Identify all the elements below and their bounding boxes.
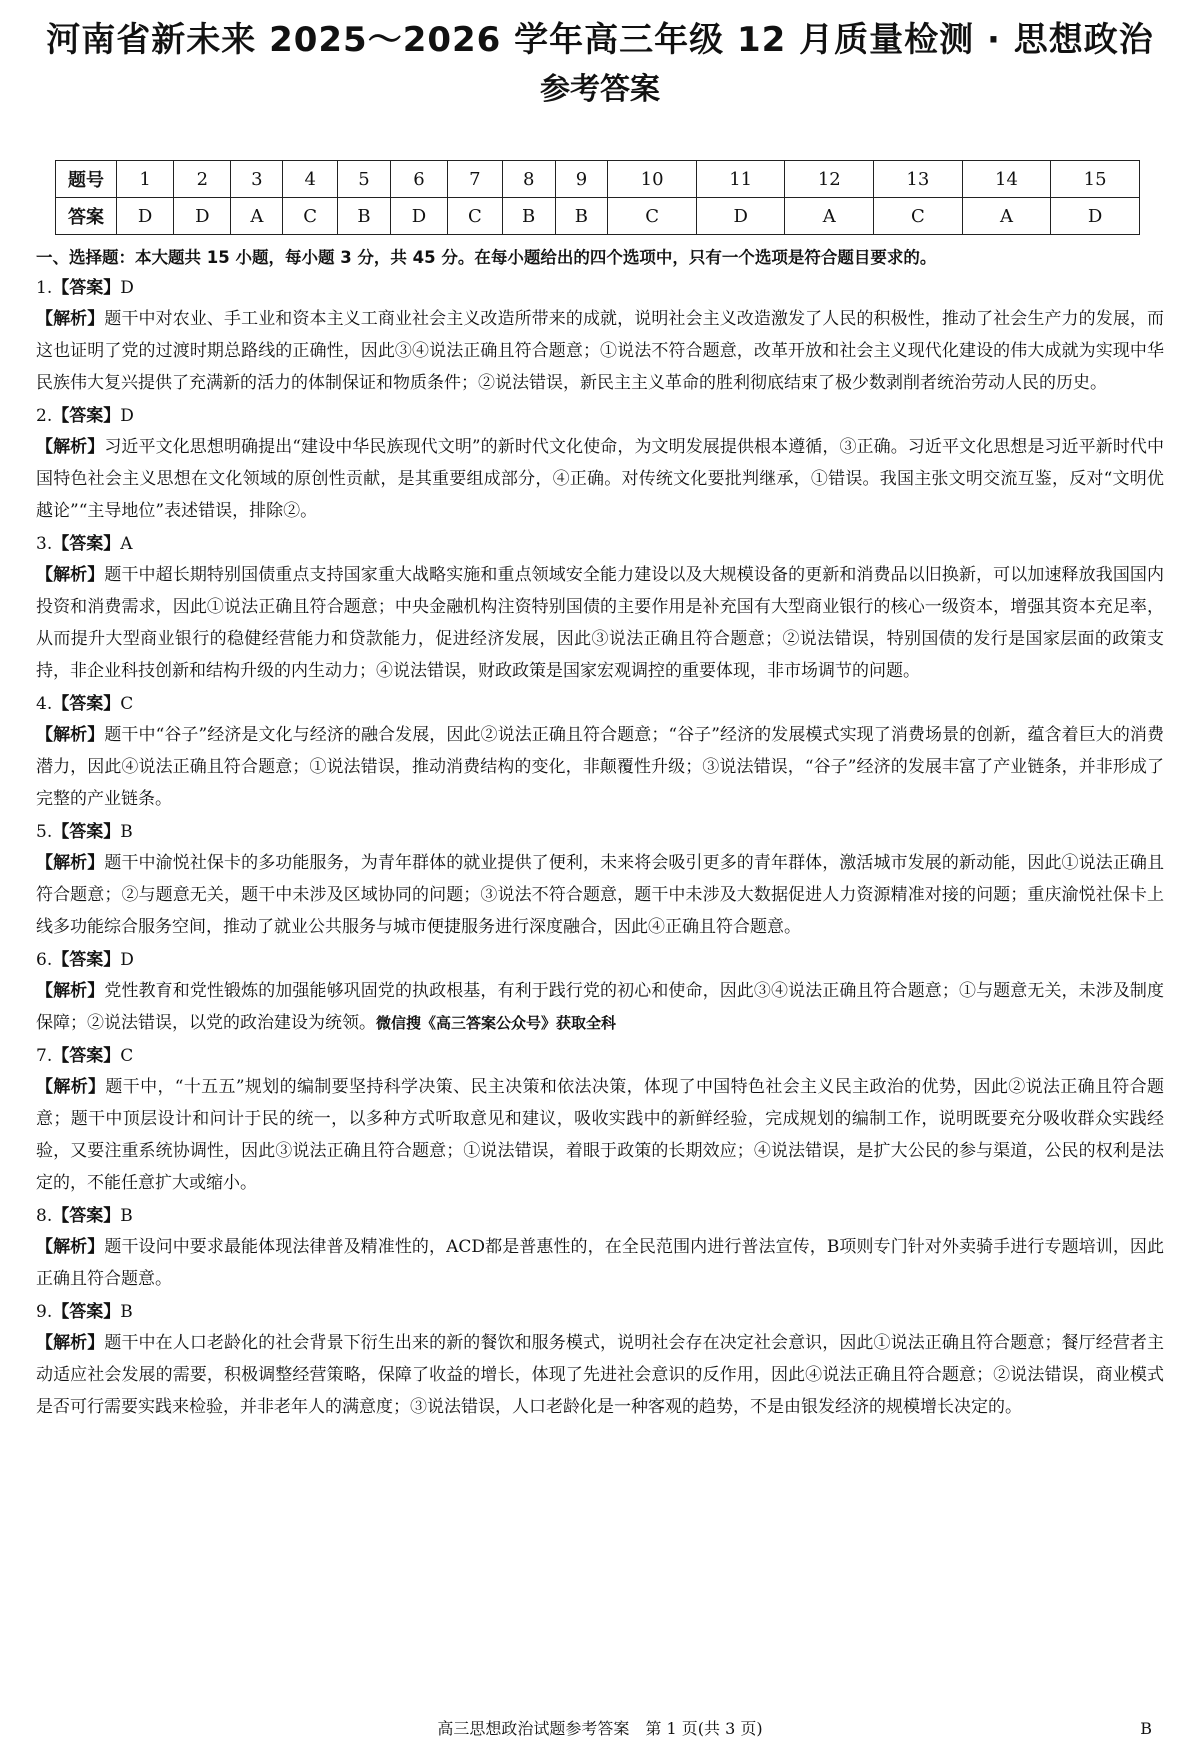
answer-value: A bbox=[120, 534, 133, 554]
question-number: 7. bbox=[36, 1046, 53, 1066]
explanation-text: 题干中对农业、手工业和资本主义工商业社会主义改造所带来的成就，说明社会主义改造激发了人民的积极性，推动了社会生产力的发展，而这也证明了党的过渡时期总路线的正确性，因此③④说法正确且符合题意；①说法不符合题意，改革开放和社会主义现代化建设的伟大成就为实现中华民族伟大复兴提供了充满新的活力的体制保证和物质条件；②说法错误，新民主主义革命的胜利彻底结束了极少数剥削者统治劳动人民的历史。 bbox=[36, 309, 1165, 393]
explanation bbox=[36, 847, 1164, 943]
question-number-cell: 4 bbox=[283, 161, 338, 198]
explanation-text: 习近平文化思想明确提出“建设中华民族现代文明”的新时代文化使命，为文明发展提供根本遵循，③正确。习近平文化思想是习近平新时代中国特色社会主义思想在文化领域的原创性贡献，是其重要组成部分，④正确。对传统文化要批判继承，①错误。我国主张文明交流互鉴，反对“文明优越论”“主导地位”表述错误，排除②。 bbox=[36, 437, 1164, 521]
page-title: 河南省新未来 2025～2026 学年高三年级 12 月质量检测 · 思想政治 bbox=[46, 20, 1154, 60]
answer-cell: A bbox=[785, 198, 874, 235]
explanation-tag: 【解析】 bbox=[36, 565, 105, 585]
answer-cell: C bbox=[283, 198, 338, 235]
answer-tag: 【答案】 bbox=[52, 1302, 121, 1322]
explanation-text: 题干设问中要求最能体现法律普及精准性的，ACD都是普惠性的，在全民范围内进行普法宣传，B项则专门针对外卖骑手进行专题培训，因此正确且符合题意。 bbox=[36, 1237, 1165, 1289]
question-number-cell: 15 bbox=[1051, 161, 1140, 198]
answer-cell: C bbox=[608, 198, 697, 235]
answer-value: D bbox=[120, 278, 134, 298]
row-label-number: 题号 bbox=[56, 161, 117, 198]
explanation bbox=[36, 303, 1164, 399]
question-block bbox=[36, 1201, 1164, 1295]
question-number: 4. bbox=[36, 694, 53, 714]
answer-tag: 【答案】 bbox=[52, 406, 121, 426]
explanation bbox=[36, 1071, 1164, 1199]
explanation-tag: 【解析】 bbox=[36, 853, 105, 873]
explanation-text: 题干中渝悦社保卡的多功能服务，为青年群体的就业提供了便利，未来将会吸引更多的青年群体，激活城市发展的新动能，因此①说法正确且符合题意；②与题意无关，题干中未涉及区域协同的问题；③说法不符合题意，题干中未涉及大数据促进人力资源精准对接的问题；重庆渝悦社保卡上线多功能综合服务空间，推动了就业公共服务与城市便捷服务进行深度融合，因此④正确且符合题意。 bbox=[36, 853, 1165, 937]
answer-value: C bbox=[120, 694, 134, 714]
explanation bbox=[36, 719, 1164, 815]
answer-tag: 【答案】 bbox=[52, 694, 121, 714]
answer-tag: 【答案】 bbox=[52, 1046, 121, 1066]
answer-cell: B bbox=[555, 198, 608, 235]
footer-page-info: 高三思想政治试题参考答案 第 1 页(共 3 页) bbox=[437, 1719, 763, 1738]
explanation-text: 题干中，“十五五”规划的编制要坚持科学决策、民主决策和依法决策，体现了中国特色社会主义民主政治的优势，因此②说法正确且符合题意；题干中顶层设计和问计于民的统一，以多种方式听取意见和建议，吸收实践中的新鲜经验，完成规划的编制工作，说明既要充分吸收群众实践经验，又要注重系统协调性，因此③说法正确且符合题意；①说法错误，着眼于政策的长期效应；④说法错误，是扩大公民的参与渠道，公民的权利是法定的，不能任意扩大或缩小。 bbox=[36, 1077, 1165, 1193]
question-block bbox=[36, 945, 1164, 1039]
question-number-cell: 7 bbox=[448, 161, 503, 198]
answer-tag: 【答案】 bbox=[52, 1206, 121, 1226]
explanation-text: 题干中“谷子”经济是文化与经济的融合发展，因此②说法正确且符合题意；“谷子”经济的发展模式实现了消费场景的创新，蕴含着巨大的消费潜力，因此④说法正确且符合题意；①说法错误，推动消费结构的变化，非颠覆性升级；③说法错误，“谷子”经济的发展丰富了产业链条，并非形成了完整的产业链条。 bbox=[36, 725, 1165, 809]
question-number: 3. bbox=[36, 534, 53, 554]
answer-line bbox=[36, 401, 1164, 431]
question-number-cell: 14 bbox=[962, 161, 1051, 198]
explanation-text: 题干中超长期特别国债重点支持国家重大战略实施和重点领域安全能力建设以及大规模设备的更新和消费品以旧换新，可以加速释放我国国内投资和消费需求，因此①说法正确且符合题意；中央金融机构注资特别国债的主要作用是补充国有大型商业银行的核心一级资本，增强其资本充足率，从而提升大型商业银行的稳健经营能力和贷款能力，促进经济发展，因此③说法正确且符合题意；②说法错误，特别国债的发行是国家层面的政策支持，非企业科技创新和结构升级的内生动力；④说法错误，财政政策是国家宏观调控的重要体现，非市场调节的问题。 bbox=[36, 565, 1165, 681]
explanation-tag: 【解析】 bbox=[36, 1237, 105, 1257]
answer-key-table bbox=[55, 160, 1140, 235]
question-block bbox=[36, 689, 1164, 815]
answer-cell: D bbox=[1051, 198, 1140, 235]
answer-sheet-page bbox=[36, 18, 1164, 1423]
explanation bbox=[36, 1231, 1164, 1295]
explanation bbox=[36, 975, 1164, 1039]
answer-cell: C bbox=[448, 198, 503, 235]
explanation-text: 题干中在人口老龄化的社会背景下衍生出来的新的餐饮和服务模式，说明社会存在决定社会意识，因此①说法正确且符合题意；餐厅经营者主动适应社会发展的需要，积极调整经营策略，保障了收益的增长，体现了先进社会意识的反作用，因此④说法正确且符合题意；②说法错误，商业模式是否可行需要实践来检验，并非老年人的满意度；③说法错误，人口老龄化是一种客观的趋势，不是由银发经济的规模增长决定的。 bbox=[36, 1333, 1165, 1417]
answer-cell: A bbox=[962, 198, 1051, 235]
question-number-cell: 13 bbox=[874, 161, 963, 198]
answer-line bbox=[36, 817, 1164, 847]
question-number-cell: 1 bbox=[117, 161, 174, 198]
explanation-tag: 【解析】 bbox=[36, 981, 105, 1001]
question-number: 6. bbox=[36, 950, 53, 970]
question-block bbox=[36, 273, 1164, 399]
answer-line bbox=[36, 1201, 1164, 1231]
answer-tag: 【答案】 bbox=[52, 950, 121, 970]
answer-line bbox=[36, 529, 1164, 559]
answer-cell: B bbox=[502, 198, 555, 235]
explanation-tag: 【解析】 bbox=[36, 1077, 106, 1097]
question-block bbox=[36, 529, 1164, 687]
question-number-cell: 3 bbox=[231, 161, 283, 198]
answer-value: D bbox=[120, 406, 134, 426]
question-number-cell: 5 bbox=[338, 161, 391, 198]
question-number-cell: 8 bbox=[502, 161, 555, 198]
explanation bbox=[36, 431, 1164, 527]
question-number-cell: 12 bbox=[785, 161, 874, 198]
answer-value: B bbox=[120, 1302, 133, 1322]
answer-tag: 【答案】 bbox=[52, 534, 121, 554]
answer-cell: C bbox=[874, 198, 963, 235]
question-number: 1. bbox=[36, 278, 53, 298]
question-block bbox=[36, 401, 1164, 527]
answer-line bbox=[36, 1297, 1164, 1327]
section-heading: 一、选择题：本大题共 15 小题，每小题 3 分，共 45 分。在每小题给出的四个选项中，只有一个选项是符合题目要求的。 bbox=[36, 248, 937, 267]
question-block bbox=[36, 817, 1164, 943]
explanation-tag: 【解析】 bbox=[36, 437, 105, 457]
answer-line bbox=[36, 689, 1164, 719]
explanation bbox=[36, 559, 1164, 687]
answer-line bbox=[36, 273, 1164, 303]
explanation-tag: 【解析】 bbox=[36, 725, 105, 745]
answer-value: C bbox=[120, 1046, 134, 1066]
explanation-tag: 【解析】 bbox=[36, 1333, 105, 1353]
answer-row bbox=[56, 198, 1140, 235]
question-number-row bbox=[56, 161, 1140, 198]
question-block bbox=[36, 1041, 1164, 1199]
answer-line bbox=[36, 945, 1164, 975]
page-subtitle: 参考答案 bbox=[540, 72, 660, 107]
question-number: 8. bbox=[36, 1206, 53, 1226]
question-number-cell: 6 bbox=[390, 161, 447, 198]
paper-version: B bbox=[1140, 1719, 1152, 1738]
promo-note: 微信搜《高三答案公众号》获取全科 bbox=[376, 1014, 617, 1032]
explanation-text: 党性教育和党性锻炼的加强能够巩固党的执政根基，有利于践行党的初心和使命，因此③④说法正确且符合题意；①与题意无关，未涉及制度保障；②说法错误，以党的政治建设为统领。 bbox=[36, 981, 1165, 1033]
answer-cell: D bbox=[390, 198, 447, 235]
question-number-cell: 11 bbox=[696, 161, 785, 198]
question-number: 9. bbox=[36, 1302, 53, 1322]
answer-cell: D bbox=[174, 198, 231, 235]
answer-value: D bbox=[120, 950, 134, 970]
question-number-cell: 9 bbox=[555, 161, 608, 198]
answer-line bbox=[36, 1041, 1164, 1071]
explanation bbox=[36, 1327, 1164, 1423]
answer-tag: 【答案】 bbox=[52, 822, 121, 842]
question-block bbox=[36, 1297, 1164, 1423]
answer-value: B bbox=[120, 1206, 133, 1226]
row-label-answer: 答案 bbox=[56, 198, 117, 235]
answer-cell: A bbox=[231, 198, 283, 235]
answer-tag: 【答案】 bbox=[52, 278, 121, 298]
answer-value: B bbox=[120, 822, 133, 842]
question-number: 2. bbox=[36, 406, 53, 426]
question-number-cell: 2 bbox=[174, 161, 231, 198]
answer-cell: D bbox=[117, 198, 174, 235]
explanation-tag: 【解析】 bbox=[36, 309, 105, 329]
question-number-cell: 10 bbox=[608, 161, 697, 198]
question-number: 5. bbox=[36, 822, 53, 842]
answer-cell: D bbox=[696, 198, 785, 235]
answer-cell: B bbox=[338, 198, 391, 235]
